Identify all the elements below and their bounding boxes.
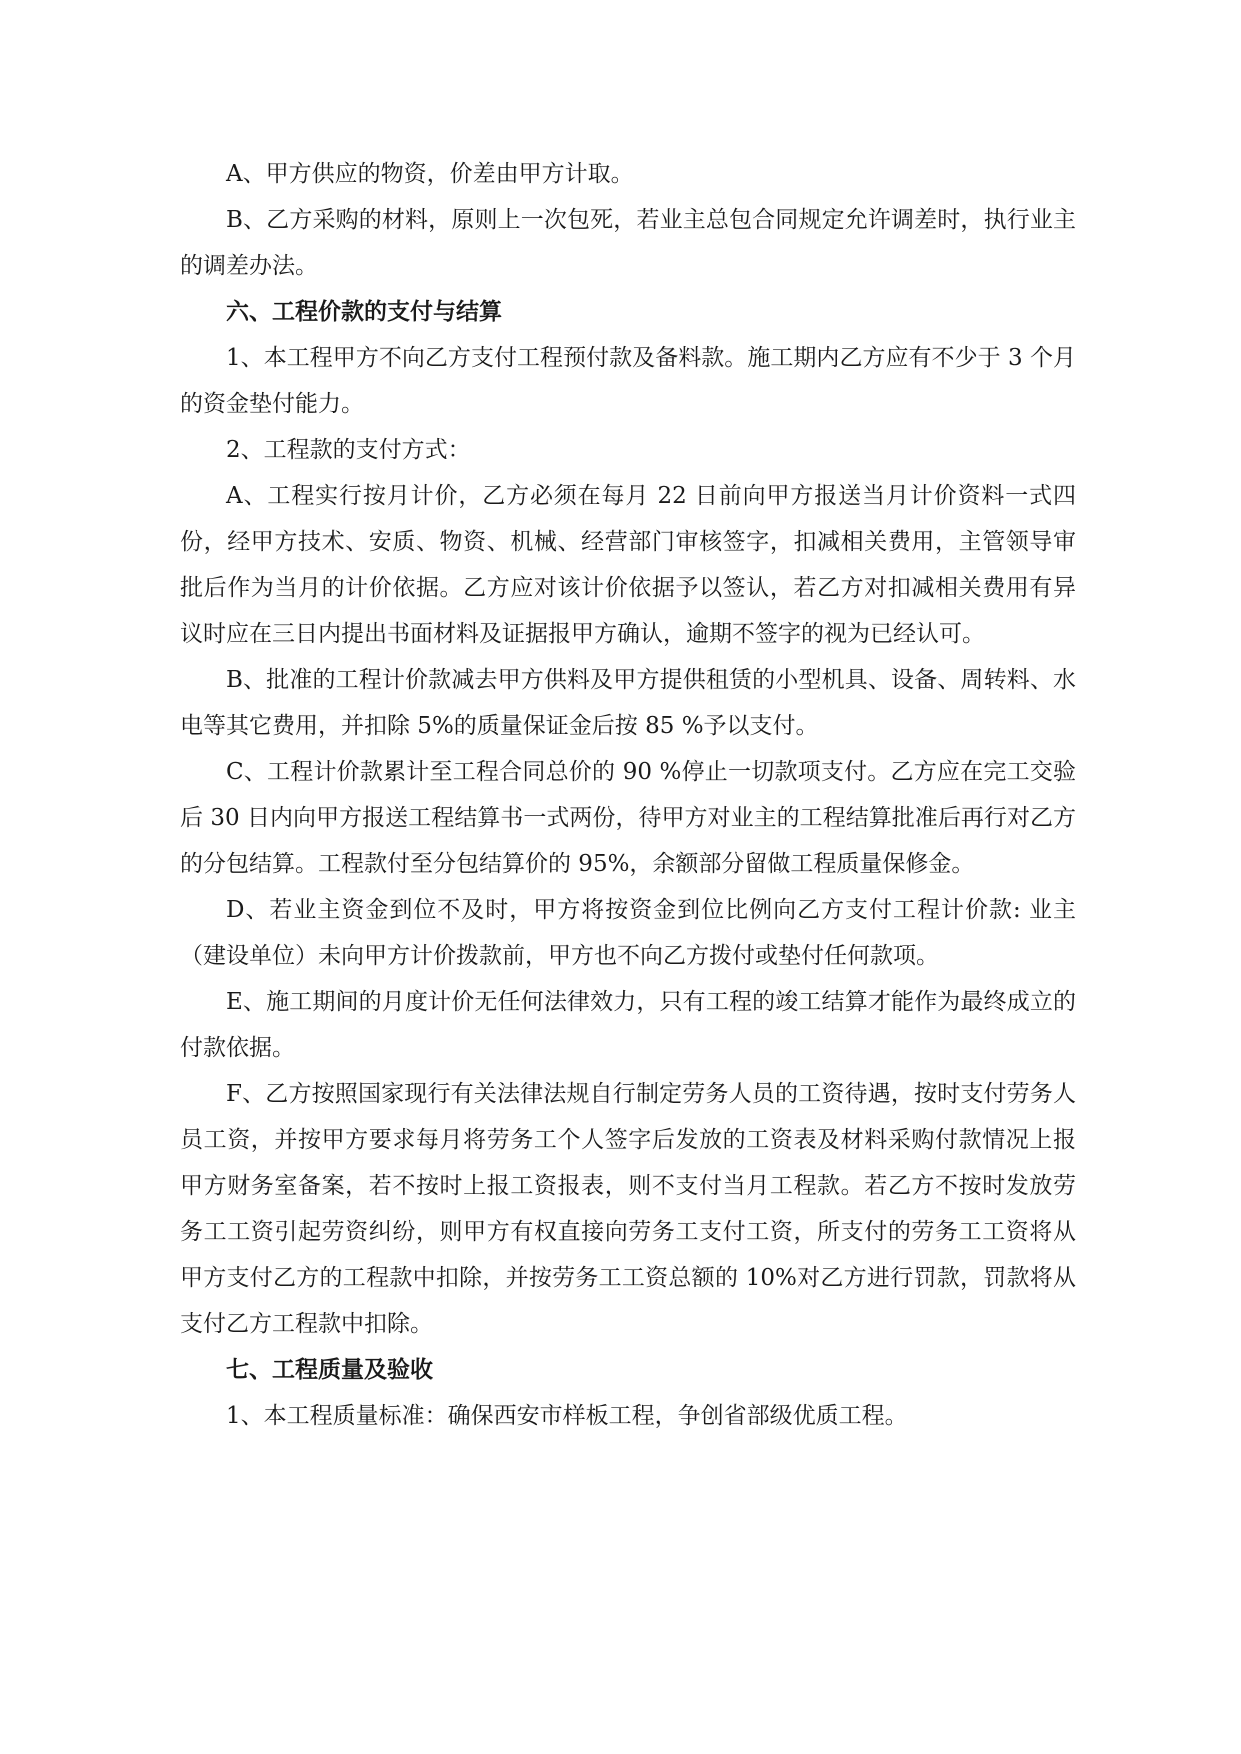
clause-paragraph: E、施工期间的月度计价无任何法律效力，只有工程的竣工结算才能作为最终成立的付款依据。 bbox=[180, 989, 1076, 1061]
clause-paragraph: F、乙方按照国家现行有关法律法规自行制定劳务人员的工资待遇，按时支付劳务人员工资，并按甲方要求每月将劳务工个人签字后发放的工资表及材料采购付款情况上报甲方财务室备案，若不按时上报工资报表，则不支付当月工程款。若乙方不按时发放劳务工工资引起劳资纠纷，则甲方有权直接向劳务工支付工资，所支付的劳务工工资将从甲方支付乙方的工程款中扣除，并按劳务工工资总额的 10%对乙方进行罚款，罚款将从支付乙方工程款中扣除。 bbox=[180, 1081, 1076, 1337]
clause-paragraph: B、批准的工程计价款减去甲方供料及甲方提供租赁的小型机具、设备、周转料、水电等其它费用，并扣除 5%的质量保证金后按 85 %予以支付。 bbox=[180, 667, 1076, 739]
section-heading: 六、工程价款的支付与结算 bbox=[226, 298, 502, 325]
document-body bbox=[180, 151, 1076, 1439]
clause-paragraph: C、工程计价款累计至工程合同总价的 90 %停止一切款项支付。乙方应在完工交验后 30 日内向甲方报送工程结算书一式两份，待甲方对业主的工程结算批准后再行对乙方的分包结算。工程款付至分包结算价的 95%，余额部分留做工程质量保修金。 bbox=[180, 759, 1076, 877]
clause-paragraph: 1、本工程质量标准：确保西安市样板工程，争创省部级优质工程。 bbox=[226, 1403, 908, 1429]
clause-paragraph: A、工程实行按月计价，乙方必须在每月 22 日前向甲方报送当月计价资料一式四份，经甲方技术、安质、物资、机械、经营部门审核签字，扣减相关费用，主管领导审批后作为当月的计价依据。乙方应对该计价依据予以签认，若乙方对扣减相关费用有异议时应在三日内提出书面材料及证据报甲方确认，逾期不签字的视为已经认可。 bbox=[180, 483, 1076, 647]
clause-paragraph: D、若业主资金到位不及时，甲方将按资金到位比例向乙方支付工程计价款: 业主（建设单位）未向甲方计价拨款前，甲方也不向乙方拨付或垫付任何款项。 bbox=[180, 897, 1076, 969]
clause-paragraph: 1、本工程甲方不向乙方支付工程预付款及备料款。施工期内乙方应有不少于 3 个月的资金垫付能力。 bbox=[180, 345, 1076, 417]
clause-paragraph: A、甲方供应的物资，价差由甲方计取。 bbox=[226, 161, 634, 187]
section-heading: 七、工程质量及验收 bbox=[226, 1356, 433, 1383]
clause-paragraph: 2、工程款的支付方式： bbox=[226, 437, 471, 463]
clause-paragraph: B、乙方采购的材料，原则上一次包死，若业主总包合同规定允许调差时，执行业主的调差办法。 bbox=[180, 207, 1076, 279]
